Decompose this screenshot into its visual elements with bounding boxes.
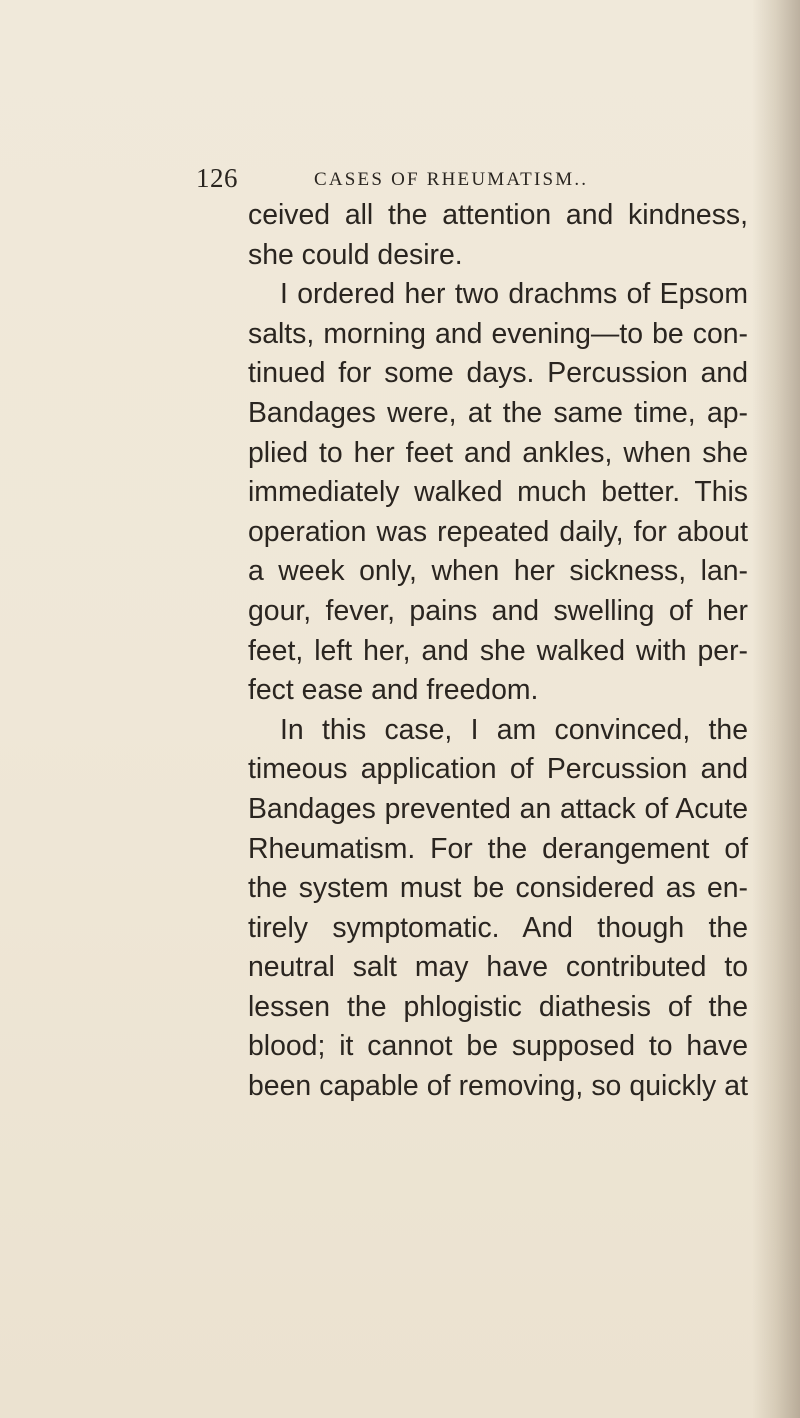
text-line: feet, left her, and she walked with per- [248,634,748,667]
text-line: tirely symptomatic. And though the [248,911,748,944]
text-line: plied to her feet and ankles, when she [248,436,748,469]
text-line: the system must be considered as en- [248,872,748,905]
text-line: lessen the phlogistic diathesis of the [248,990,748,1023]
text-line: she could desire. [248,238,463,271]
text-line: salts, morning and evening—to be con- [248,317,748,350]
text-line: Bandages were, at the same time, ap- [248,396,748,429]
text-line: ceived all the attention and kindness, [248,199,748,231]
text-line: tinued for some days. Percussion and [248,357,748,390]
text-line: operation was repeated daily, for about [248,515,748,548]
text-line: been capable of removing, so quickly at [248,1070,748,1103]
text-line: a week only, when her sickness, lan- [248,555,748,588]
text-line: fect ease and freedom. [248,674,539,707]
running-head: CASES OF RHEUMATISM.. [314,169,589,190]
text-line: In this case, I am convinced, the [280,713,748,746]
text-line: Rheumatism. For the derangement of [248,832,748,865]
page-number: 126 [196,163,238,193]
text-line: timeous application of Percussion and [248,753,748,786]
text-line: blood; it cannot be supposed to have [248,1030,748,1063]
text-line: I ordered her two drachms of Epsom [280,278,748,311]
text-line: gour, fever, pains and swelling of her [248,594,748,627]
text-line: neutral salt may have contributed to [248,951,748,984]
body-text [248,196,748,1107]
text-line: immediately walked much better. This [248,476,748,509]
text-line: Bandages prevented an attack of Acute [248,792,748,825]
